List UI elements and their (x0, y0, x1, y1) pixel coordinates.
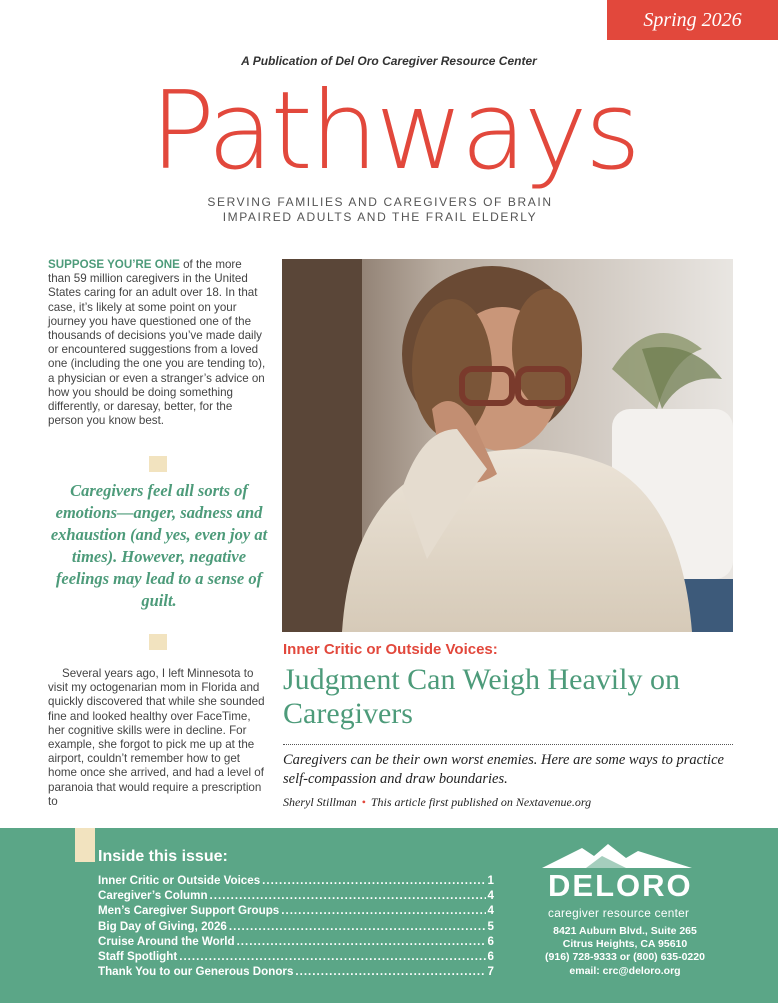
source-note: This article first published on Nextavenue.org (370, 795, 592, 809)
woman-with-glasses-photo (282, 259, 733, 632)
tagline (160, 195, 600, 225)
address-line-1: 8421 Auburn Blvd., Suite 265 (553, 925, 697, 937)
publication-line: A Publication of Del Oro Caregiver Resource Center (241, 54, 537, 68)
toc-leader (262, 873, 485, 888)
footer-panel (0, 828, 778, 1003)
masthead-title: Pathways (150, 69, 638, 194)
toc-item[interactable] (98, 964, 494, 979)
intro-text: of the more than 59 million caregivers in the United States caring for an adult over 18. In that case, it’s likely at some point on your journey you have questioned one of the thousands of decisions you’ve made daily or encountered suggestions from a loved one (including the one you are tending to), a physician or even a stranger’s advice on how you should be doing something differently, or daresay, better, for the person you know best. (48, 258, 266, 428)
toc-item-page: 6 (487, 934, 494, 948)
contact-block (530, 925, 720, 978)
toc-item-page: 7 (487, 965, 494, 979)
toc-item-title: Staff Spotlight (98, 950, 178, 964)
toc-leader (295, 964, 485, 979)
table-of-contents (98, 873, 494, 979)
pull-quote: Caregivers feel all sorts of emotions—anger, sadness and exhaustion (and yes, even joy at times). However, negative feelings may lead to a sense of guilt. (50, 481, 268, 611)
toc-item-title: Cruise Around the World (98, 934, 235, 948)
tagline-line-2: IMPAIRED ADULTS AND THE FRAIL ELDERLY (222, 210, 538, 224)
phone-numbers: (916) 728-9333 or (800) 635-0220 (545, 951, 705, 964)
toc-item-title: Thank You to our Generous Donors (98, 965, 294, 979)
toc-item[interactable] (98, 934, 494, 949)
marker-square (149, 634, 167, 650)
toc-item[interactable] (98, 949, 494, 964)
logo-subtitle: caregiver resource center (548, 906, 690, 920)
toc-item-title: Inner Critic or Outside Voices (98, 874, 261, 887)
toc-item[interactable] (98, 903, 494, 918)
season-label: Spring 2026 (643, 8, 742, 31)
article-photo (282, 259, 733, 632)
dotted-divider (283, 744, 733, 745)
byline (283, 795, 591, 810)
toc-leader (179, 949, 485, 964)
toc-item[interactable] (98, 888, 494, 903)
address-line-2: Citrus Heights, CA 95610 (562, 938, 688, 951)
toc-item-page: 1 (487, 874, 494, 887)
toc-item-title: Big Day of Giving, 2026 (98, 919, 227, 933)
intro-lead: SUPPOSE YOU’RE ONE (48, 258, 180, 271)
article-headline: Judgment Can Weigh Heavily on Caregivers (283, 663, 680, 730)
toc-leader (210, 888, 486, 903)
season-badge (607, 0, 778, 40)
tagline-line-1: SERVING FAMILIES AND CAREGIVERS OF BRAIN (207, 195, 553, 209)
toc-item[interactable] (98, 919, 494, 934)
logo-wordmark: DELORO (548, 868, 693, 903)
toc-item-page: 5 (487, 919, 494, 933)
mountain-logo-icon (542, 842, 692, 868)
toc-item[interactable] (98, 873, 494, 888)
article-deck: Caregivers can be their own worst enemies. Here are some ways to practice self-compassion and draw boundaries. (283, 752, 724, 787)
toc-leader (229, 919, 486, 934)
body-paragraph: Several years ago, I left Minnesota to visit my octogenarian mom in Florida and quickly discovered that while she sounded fine and looked healthy over FaceTime, her cognitive skills were in decline. For example, she forgot to pick me up at the airport, couldn’t remember how to get home once she arrived, and had a level of paranoia that would require a prescription to (48, 667, 265, 808)
marker-square (75, 828, 95, 862)
toc-item-page: 4 (487, 904, 494, 918)
email-address[interactable]: email: crc@deloro.org (569, 964, 681, 977)
byline-bullet: • (361, 795, 366, 809)
author-name: Sheryl Stillman (283, 795, 357, 809)
toc-leader (281, 903, 485, 918)
toc-leader (237, 934, 486, 949)
marker-square (149, 456, 167, 472)
toc-item-title: Men’s Caregiver Support Groups (98, 904, 280, 918)
toc-item-page: 6 (487, 950, 494, 964)
toc-item-title: Caregiver’s Column (98, 889, 208, 903)
article-kicker: Inner Critic or Outside Voices: (283, 641, 498, 658)
intro-paragraph (48, 258, 266, 428)
inside-issue-title: Inside this issue: (98, 848, 228, 865)
toc-item-page: 4 (487, 889, 494, 903)
